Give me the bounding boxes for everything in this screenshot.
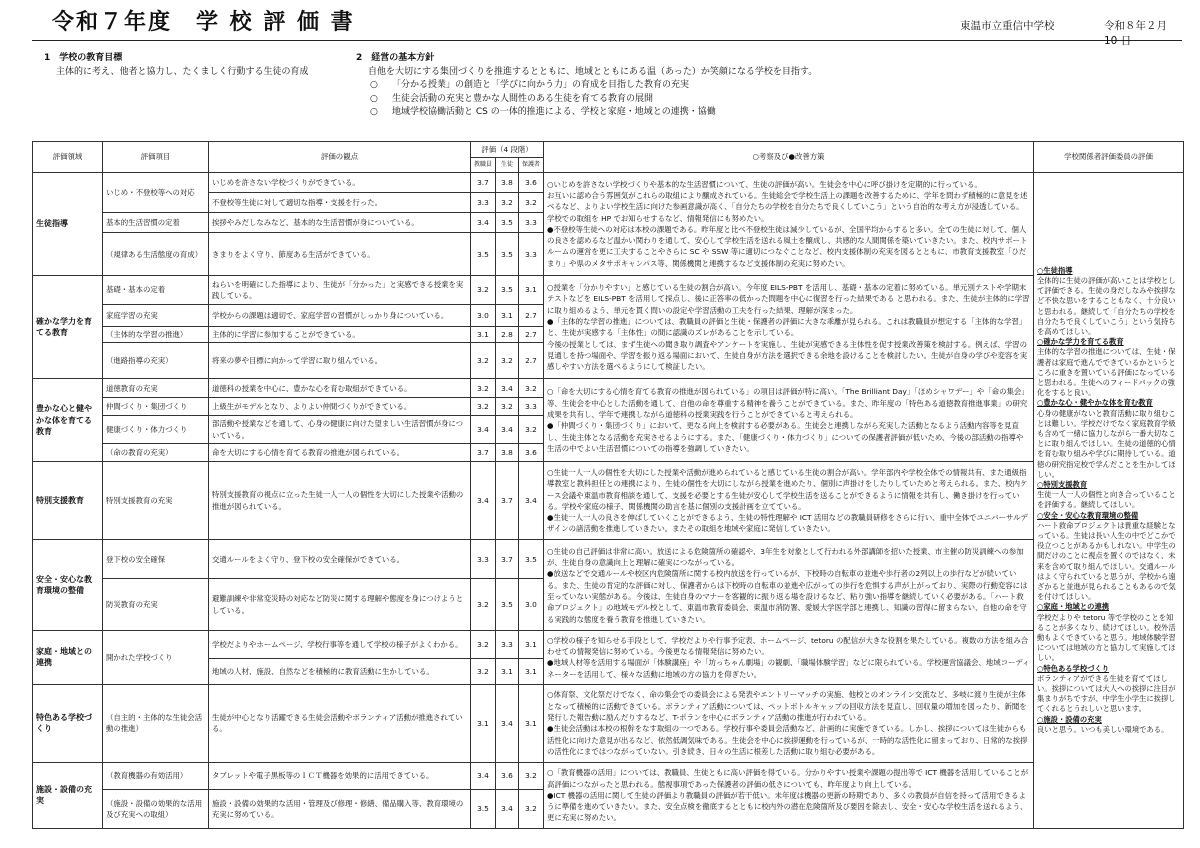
staff-score: 3.2 <box>471 631 496 659</box>
item-cell: 家庭学習の充実 <box>103 304 209 326</box>
student-score: 3.5 <box>496 276 519 305</box>
committee-body: 良いと思う。いつも美しい環境である。 <box>1037 724 1169 734</box>
analysis-cell <box>544 462 1034 540</box>
committee-heading: ○豊かな心・健やかな体を育む教育 <box>1037 398 1153 408</box>
staff-score: 3.4 <box>471 415 496 444</box>
committee-heading: ○家庭・地域との連携 <box>1037 602 1110 612</box>
analysis-cell <box>544 379 1034 462</box>
parent-score: 3.2 <box>519 790 544 829</box>
student-score: 3.2 <box>496 398 519 416</box>
student-score: 3.3 <box>496 631 519 659</box>
item-cell: （進路指導の充実） <box>103 343 209 379</box>
student-score: 3.7 <box>496 462 519 540</box>
parent-score: 3.3 <box>519 213 544 233</box>
policy-item <box>356 79 1016 93</box>
parent-score: 3.1 <box>519 659 544 685</box>
document-title: 令和７年度 学 校 評 価 書 <box>52 10 355 35</box>
student-score: 3.5 <box>496 579 519 631</box>
policy-mark: ○ <box>370 80 378 90</box>
staff-score: 3.4 <box>471 462 496 540</box>
staff-score: 3.5 <box>471 233 496 276</box>
staff-score: 3.2 <box>471 579 496 631</box>
parent-score: 3.2 <box>519 762 544 789</box>
parent-score: 3.3 <box>519 233 544 276</box>
parent-score: 3.2 <box>519 192 544 212</box>
area-cell: 施設・設備の充実 <box>33 762 103 828</box>
header-viewpoint: 評価の観点 <box>209 142 471 173</box>
analysis-cell <box>544 276 1034 379</box>
goal-section <box>44 52 344 79</box>
policy-item <box>356 106 1016 120</box>
committee-body: 学校だよりや tetoru 等で学校のことを知ることが多くなり、続けてほしい。校外活動もよくできていると思う。地域体験学習については地域の方と協力して実施してほしい。 <box>1037 612 1176 663</box>
viewpoint-cell: 将来の夢や目標に向かって学習に取り組んでいる。 <box>209 343 471 379</box>
analysis-paragraph: ●不登校等生徒への対応は本校の課題である。昨年度と比べ不登校生徒は減少しているが、全国平均からすると多い。全ての生徒に対して、個人の良さを認めるなど温かい関わりを通して、安心して学校生活を送れる風土を醸成し、共感的な人間関係を築いていきたい。また、校内サポートルームの運営を更に工夫することやさらに SC や SSW 等に適切につなぐことなど、校内支援体制の充実を図るとともに、市教育支援教室「ひだまり」や県のメタサポキャンパス等、関係機関と連携するなど支援体制の充実に努めたい。 <box>547 224 1028 268</box>
policy-item-text: 生徒会活動の充実と豊かな人間性のある生徒を育てる教育の展開 <box>392 93 654 104</box>
school-name: 東温市立重信中学校 <box>960 20 1055 32</box>
item-cell: 道徳教育の充実 <box>103 379 209 398</box>
header-area: 評価領域 <box>33 142 103 173</box>
staff-score: 3.0 <box>471 304 496 326</box>
document-date: 令和８年２月 10 日 <box>1104 20 1167 47</box>
evaluation-row <box>33 276 1184 305</box>
analysis-paragraph: ●生徒会活動は本校の根幹をなす取組の一つである。学校行事や委員会活動など、計画的に実施できている。しかし、挨拶については生徒からも活性化に向けた意見が出るなど、依然低調気味である。生徒会を中心に挨拶運動を行っているが、一時的な活性化に留まっており、日常的な挨拶の活性化にまではつながっていない。引き続き、日々の生活に根差した活動に取り組む必要がある。 <box>547 724 1028 756</box>
item-cell: （規律ある生活態度の育成） <box>103 233 209 276</box>
policy-mark: ○ <box>370 107 378 117</box>
student-score: 3.8 <box>496 444 519 462</box>
parent-score: 3.3 <box>519 398 544 416</box>
student-score: 3.2 <box>496 192 519 212</box>
parent-score: 3.2 <box>519 415 544 444</box>
parent-score: 3.5 <box>519 540 544 579</box>
evaluation-rows <box>33 172 1184 828</box>
committee-heading: ○特色ある学校づくり <box>1037 663 1110 673</box>
analysis-paragraph: ○学校の様子を知らせる手段として、学校だよりや行事予定表、ホームページ、tetoru の配信が大きな役割を果たしている。複数の方法を組み合わせての情報発信に努めている。今後更なる情報発信に努めたい。 <box>547 635 1029 657</box>
committee-heading: ○確かな学力を育てる教育 <box>1037 337 1124 347</box>
analysis-cell <box>544 762 1034 828</box>
analysis-paragraph: ○「教育機器の活用」については、教職員、生徒ともに高い評価を得ている。分かりやすい授業や課題の提出等で ICT 機器を活用していることが高評価につながったと思われる。態視事項であった保護者の評価の低さについても、昨年度より向上している。 <box>547 768 1029 789</box>
student-score: 3.2 <box>496 343 519 379</box>
viewpoint-cell: 道徳科の授業を中心に、豊かな心を育む取組ができている。 <box>209 379 471 398</box>
staff-score: 3.1 <box>471 684 496 762</box>
policy-item-text: 地域学校協働活動と CS の一体的推進による、学校と家庭・地域との連携・協働 <box>392 107 716 117</box>
staff-score: 3.2 <box>471 659 496 685</box>
evaluation-row <box>33 631 1184 659</box>
policy-item <box>356 93 1016 107</box>
viewpoint-cell: 交通ルールをよく守り、登下校の安全確保ができている。 <box>209 540 471 579</box>
parent-score: 3.4 <box>519 462 544 540</box>
analysis-paragraph: ●「主体的な学習の推進」については、教職員の評価と生徒・保護者の評価に大きな乖離が見られる。これは教職員が想定する「主体的な学習」と、生徒が実感する「主体性」の間に認識のズレがあることを示している。 <box>547 316 1027 338</box>
parent-score: 3.0 <box>519 579 544 631</box>
viewpoint-cell: いじめを許さない学校づくりができている。 <box>209 172 471 192</box>
analysis-cell <box>544 684 1034 762</box>
evaluation-row <box>33 172 1184 192</box>
header-item: 評価項目 <box>103 142 209 173</box>
student-score: 3.7 <box>496 540 519 579</box>
area-cell: 豊かな心と健やかな体を育てる教育 <box>33 379 103 462</box>
viewpoint-cell: 避難訓練や非常変災時の対応など防災に関する理解や態度を身につけようとしている。 <box>209 579 471 631</box>
area-cell: 家庭・地域との連携 <box>33 631 103 684</box>
committee-body: 主体的な学習の推進については、生徒・保護者は家庭で進んでできているかというところに重きを置いている評価になっていると思われる。生徒へのフィードバックの強化をすると良い。 <box>1037 347 1176 398</box>
item-cell: （命の教育の充実） <box>103 444 209 462</box>
staff-score: 3.4 <box>471 762 496 789</box>
item-cell: （施設・設備の効果的な活用及び充実への取組） <box>103 790 209 829</box>
viewpoint-cell: 命を大切にする心情を育てる教育の推進が図られている。 <box>209 444 471 462</box>
item-cell: いじめ・不登校等への対応 <box>103 172 209 212</box>
viewpoint-cell: 施設・設備の効果的な活用・管理及び修理・修繕、備品購入等、教育環境の充実に努めている。 <box>209 790 471 829</box>
area-cell: 特別支援教育 <box>33 462 103 540</box>
analysis-paragraph: ●「仲間づくり・集団づくり」において、更なる向上を検討する必要がある。生徒会と連携しながら充実した活動となるよう活動内容等を見直し、生徒主体となる活動を充実させるようにする。また、「健康づくり・体力づくり」についての保護者評価が低いため、今後の部活動の指導や生活の中でよい生活習慣についての指導を強調していきたい。 <box>547 421 1024 453</box>
committee-heading: ○安全・安心な教育環境の整備 <box>1037 510 1139 520</box>
staff-score: 3.2 <box>471 398 496 416</box>
staff-score: 3.7 <box>471 444 496 462</box>
viewpoint-cell: タブレットや電子黒板等のＩＣＴ機器を効果的に活用できている。 <box>209 762 471 789</box>
parent-score: 2.7 <box>519 304 544 326</box>
parent-score: 3.1 <box>519 276 544 305</box>
viewpoint-cell: 挨拶やみだしなみなど、基本的な生活習慣が身についている。 <box>209 213 471 233</box>
parent-score: 3.6 <box>519 172 544 192</box>
analysis-paragraph: ○体育祭、文化祭だけでなく、命の集会での委員会による発表やエントリーマッチの実施、他校とのオンライン交流など、多岐に渡り生徒が主体となって積極的に活動できている。ボランティア活動については、ペットボトルキャップの回収方法を見直し、回収量の増加を図ったり、新聞を発行した報告動に励んだりするなど、T-ポランを中心にボランティア活動の推進が行われている。 <box>547 690 1027 722</box>
item-cell: 仲間づくり・集団づくり <box>103 398 209 416</box>
area-cell: 特色ある学校づくり <box>33 684 103 762</box>
student-score: 3.6 <box>496 762 519 789</box>
policy-mark: ○ <box>370 93 378 104</box>
parent-score: 3.2 <box>519 379 544 398</box>
goal-heading: 1 学校の教育目標 <box>44 53 123 63</box>
header-committee: 学校関係者評価委員の評価 <box>1034 142 1184 173</box>
item-cell: 防災教育の充実 <box>103 579 209 631</box>
analysis-paragraph: 今後の授業としては、まず生徒への聞き取り調査やアンケートを実施し、生徒が実感できる主体性を促す授業改善策を検討する。例えば、学習の見通しを持つ場面や、学習を振り返る場面において、生徒自身が方法を選択できる余地を設けることを検討したい。生徒が自身の学びや変容を実感しやすい方法を選べるようにして検証したい。 <box>547 339 1028 372</box>
committee-body: ボランティアができる生徒を育ててほしい。挨拶については大人への挨拶に注目が集まりがちですが、中学生小学生に挨拶してくれるとうれしいと思います。 <box>1037 673 1176 714</box>
header-parent: 保護者 <box>519 158 544 173</box>
student-score: 3.8 <box>496 172 519 192</box>
policy-section <box>356 52 1016 120</box>
evaluation-row <box>33 462 1184 540</box>
evaluation-row <box>33 684 1184 762</box>
policy-text: 自他を大切にする集団づくりを推進するとともに、地域とともにある温（あった）か笑顔になる学校を目指す。 <box>368 66 818 77</box>
committee-body: ハート救命プロジェクトは貴重な経験となっている。生徒は長い人生の中でどこかで役立つことがあるかもしれない。中学生の間だけのことに視点を置くのではなく、未来を含めて取り組んでほしい。交通ルールはよく守られていると思うが、学校から遠ざかると並進が見られることもあるので気を付けてほしい。 <box>1037 520 1176 602</box>
viewpoint-cell: きまりをよく守り、節度ある生活ができている。 <box>209 233 471 276</box>
student-score: 3.1 <box>496 659 519 685</box>
analysis-paragraph: ●放送などで交通ルールや校区内危険箇所に関する校内放送を行っているが、下校時の自転車の並進や歩行者の2列以上の歩行などが続いている。また、生徒の肯定的な評価に対し、保護者からは下校時の自転車の並進や広がっての歩行を危惧する声が上がっており、実際の行動変容には至っていない実態がある。今後は、生徒自身のマナーを客観的に振り返る場を設けるなど、粘り強い指導を継続していく必要がある。「ハート救命プロジェクト」の地域モデル校として、東温市教育委員会、東温市消防署、愛媛大学医学部と連携し、知識の習得に留まらない、自他の命を守る実践的な態度を養う教育を推進していきたい。 <box>547 569 1028 624</box>
parent-score: 2.7 <box>519 327 544 343</box>
staff-score: 3.2 <box>471 379 496 398</box>
header-rating: 評価（4 段階） <box>471 142 544 158</box>
header-staff: 教職員 <box>471 158 496 173</box>
student-score: 3.5 <box>496 213 519 233</box>
evaluation-table <box>32 141 1184 829</box>
viewpoint-cell: 部活動や授業などを通して、心身の健康に向けた望ましい生活習慣が身についている。 <box>209 415 471 444</box>
goal-text: 主体的に考え、他者と協力し、たくましく行動する生徒の育成 <box>56 66 309 77</box>
staff-score: 3.7 <box>471 172 496 192</box>
viewpoint-cell: 上級生がモデルとなり、よりよい仲間づくりができている。 <box>209 398 471 416</box>
committee-body: 生徒一人一人の個性と向き合っていることを評価する。継続してほしい。 <box>1037 490 1176 510</box>
evaluation-row <box>33 540 1184 579</box>
analysis-paragraph: ○いじめを許さない学校づくりや基本的な生活習慣について、生徒の評価が高い。生徒会を中心に呼び掛けを定期的に行っている。 <box>547 179 982 189</box>
item-cell: 健康づくり・体力づくり <box>103 415 209 444</box>
item-cell: 基礎・基本の定着 <box>103 276 209 305</box>
student-score: 3.4 <box>496 415 519 444</box>
staff-score: 3.4 <box>471 213 496 233</box>
committee-heading: ○生徒指導 <box>1037 265 1073 275</box>
policy-heading: 2 経営の基本方針 <box>356 53 435 63</box>
student-score: 3.5 <box>496 233 519 276</box>
policy-item-text: 「分かる授業」の創造と「学びに向かう力」の育成を目指した教育の充実 <box>392 80 690 90</box>
staff-score: 3.1 <box>471 327 496 343</box>
evaluation-row <box>33 762 1184 789</box>
parent-score: 2.7 <box>519 343 544 379</box>
viewpoint-cell: 生徒が中心となり活躍できる生徒会活動やボランティア活動が推進されている。 <box>209 684 471 762</box>
analysis-paragraph: ○授業を「分かりやすい」と感じている生徒の割合が高い。今年度 EILS-PBT を活用し、基礎・基本の定着に努めている。単元別テストや学期末テストなどを EILS-PBT を活用して採点し、後に正答率の低かった問題を中心に復習を行った結果である と思われる。また、生徒が主体的に学習に取り組めるよう、単元を貫く問いの設定や学習活動の工夫を行った結果、理解が深まった。 <box>547 283 1030 315</box>
analysis-cell <box>544 631 1034 684</box>
staff-score: 3.5 <box>471 790 496 829</box>
title-row <box>32 8 1182 47</box>
item-cell: 特別支援教育の充実 <box>103 462 209 540</box>
analysis-cell <box>544 540 1034 631</box>
area-cell: 確かな学力を育てる教育 <box>33 276 103 379</box>
analysis-paragraph: ○生徒一人一人の個性を大切にした授業や活動が進められていると感じている生徒の割合が高い。学年部内や学校全体での情報共有、また通級指導教室と教科担任との連携により、生徒の個性を大切にしながら授業を進めたり、個別に声掛けをしたりしていためと考えられる。また、校内ケース会議や東温市教育相談を通して、支援を必要とする生徒が安心して学校生活を送ることができるように情報を共有し、働き掛けを行っている。学校や家庭の様子、関係機関の助言を基に個別の支援計画を立てている。 <box>547 467 1028 511</box>
committee-cell <box>1034 172 1184 828</box>
staff-score: 3.2 <box>471 276 496 305</box>
student-score: 3.4 <box>496 379 519 398</box>
item-cell: 基本的生活習慣の定着 <box>103 213 209 233</box>
committee-body: 全体的に生徒の評価が高いことは学校として評価できる。生徒の身だしなみや挨拶など不快な思いをすることもなく、十分良いと思われる。継続して「自分たちの学校を自分たちで良くしていこう」という気持ちを高めてほしい。 <box>1037 275 1176 336</box>
analysis-paragraph: ○生徒の自己評価は非常に高い。放送による危険箇所の確認や、3年生を対象として行われる外部講師を招いた授業、市主催の防災訓練への参加が、生徒自身の意識向上と理解に確実につながっている。 <box>547 546 1024 568</box>
staff-score: 3.3 <box>471 540 496 579</box>
student-score: 3.4 <box>496 684 519 762</box>
item-cell: （教育機器の有効活用） <box>103 762 209 789</box>
viewpoint-cell: ねらいを明確にした指導により、生徒が「分かった」と実感できる授業を実践している。 <box>209 276 471 305</box>
area-cell: 生徒指導 <box>33 172 103 275</box>
viewpoint-cell: 学校だよりやホームページ、学校行事等を通して学校の様子がよくわかる。 <box>209 631 471 659</box>
analysis-paragraph: お互いに認め合う雰囲気がこれらの取組により醸成されている。生徒総会で学校生活上の課題を改善するために、学年を問わず積極的に意見を述べるなど、よりよい学校生活に向けた参画意識が高く、「自分たちの学校を自分たちで良くしていこう」という自治的な考え方が浸透している。学校での取組を HP でお知らせするなど、情報発信にも努めたい。 <box>547 191 1028 223</box>
viewpoint-cell: 学校からの課題は適切で、家庭学習の習慣がしっかり身についている。 <box>209 304 471 326</box>
parent-score: 3.1 <box>519 684 544 762</box>
student-score: 3.1 <box>496 304 519 326</box>
student-score: 3.4 <box>496 790 519 829</box>
student-score: 2.8 <box>496 327 519 343</box>
parent-score: 3.1 <box>519 631 544 659</box>
header-analysis: ○考察及び●改善方策 <box>544 142 1034 173</box>
committee-heading: ○特別支援教育 <box>1037 479 1088 489</box>
viewpoint-cell: 地域の人材、施設、自然などを積極的に教育活動に生かしている。 <box>209 659 471 685</box>
staff-score: 3.3 <box>471 192 496 212</box>
item-cell: （自主的・主体的な生徒会活動の推進） <box>103 684 209 762</box>
evaluation-row <box>33 379 1184 398</box>
viewpoint-cell: 不登校等生徒に対して適切な指導・支援を行った。 <box>209 192 471 212</box>
item-cell: 開かれた学校づくり <box>103 631 209 684</box>
analysis-cell <box>544 172 1034 275</box>
analysis-paragraph: ●生徒一人一人の良さを伸ばしていくことができるよう、生徒の特性理解や ICT 活用などの教職員研修をさらに行い、重中全体でユニバーサルデザインの諸活動を推進していきたい。またその取組を地域や家庭に発信していきたい。 <box>547 513 1028 534</box>
header-student: 生徒 <box>496 158 519 173</box>
analysis-paragraph: ●地域人材等を活用する場面が「体験講座」や「坊っちゃん劇場」の観劇、「職場体験学習」などに限られている。学校運営協議会、地域コーディネーターを活用して、様々な活動に地域の方の協力を仰ぎたい。 <box>547 658 1030 679</box>
item-cell: （主体的な学習の推進） <box>103 327 209 343</box>
analysis-paragraph: ●ICT 機器の活用に関して生徒の評価より教職員の評価が若干低い。未年度は機器の更新の時期であり、多くの教員が自信を持って活用できるように準備を進めていきたい。また、安全点検を徹底するとともに校内外の潜在危険箇所及び要因を除去し、安全・安心な学校生活を送れるよう、更に充実に努めたい。 <box>547 790 1028 823</box>
analysis-paragraph: ○「命を大切にする心情を育てる教育の推進が図られている」の項目は評価が特に高い。「The Brilliant Day」「ほめシャワデー」や「命の集会」等、生徒会を中心とした活動を通して、自他の命を尊重する精神を養うことができている。また、昨年度の「特色ある道徳教育推進事業」の研究成果を共有し、学年で連携しながら道徳科の授業実践を行うことができていると考えられる。 <box>547 387 1029 419</box>
area-cell: 安全・安心な教育環境の整備 <box>33 540 103 631</box>
viewpoint-cell: 特別支援教育の視点に立った生徒一人一人の個性を大切にした授業や活動の推進が図られている。 <box>209 462 471 540</box>
item-cell: 登下校の安全確保 <box>103 540 209 579</box>
committee-body: 心身の健康がないと教育活動に取り組むことは難しい。学校だけでなく家庭教育学級も含めて一緒に協力しながら一番大切なことに取り組んでほしい。生徒の道徳的心情を育む取り組みや学びに期待している。道徳の研究指定校で学んだことを生かしてほしい。 <box>1037 408 1176 479</box>
committee-heading: ○施設・設備の充実 <box>1037 714 1102 724</box>
staff-score: 3.2 <box>471 343 496 379</box>
parent-score: 3.6 <box>519 444 544 462</box>
viewpoint-cell: 主体的に学習に参加することができている。 <box>209 327 471 343</box>
